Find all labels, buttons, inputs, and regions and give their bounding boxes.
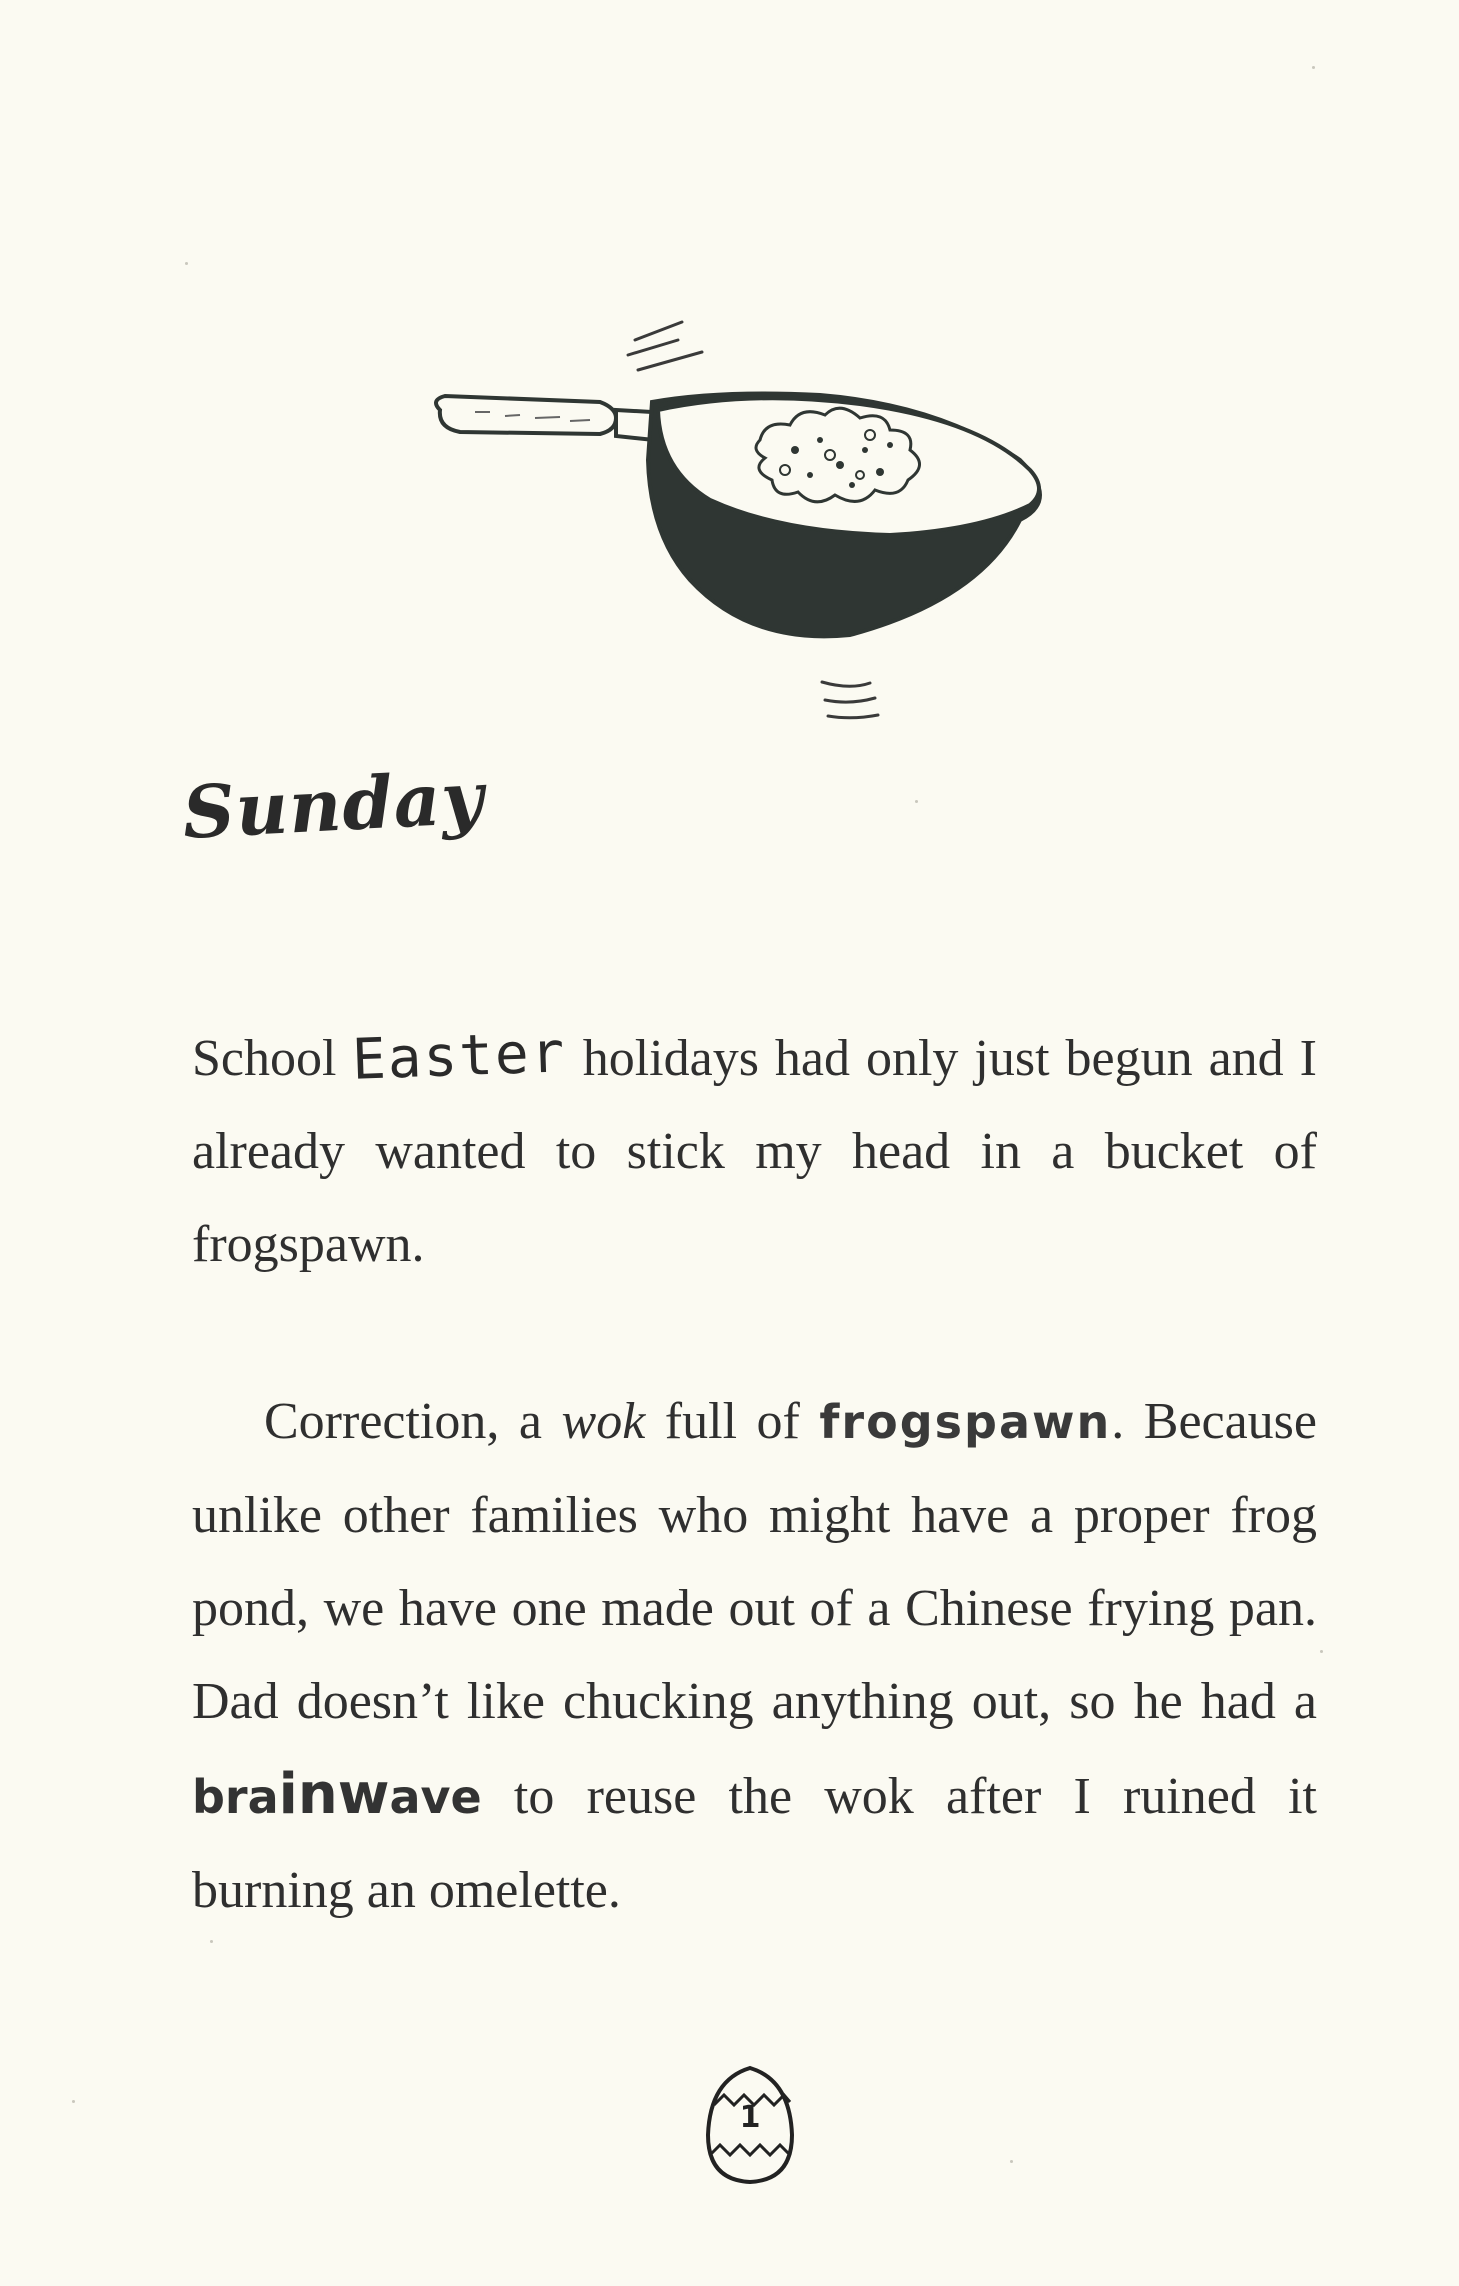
paper-speck: [1312, 66, 1315, 69]
brainwave-part-3: ave: [389, 1770, 482, 1824]
motion-lines-top-icon: [628, 322, 702, 370]
motion-lines-bottom-icon: [822, 682, 878, 718]
wok-word: wok: [561, 1393, 646, 1450]
paragraph-2: [192, 1375, 1317, 1937]
paragraph-1-text-end: holidays had only just begun and I already wanted to stick my head in a bucket of frogspawn.: [192, 1030, 1317, 1273]
wok-handle-icon: [436, 396, 654, 440]
paper-speck: [185, 262, 188, 265]
paper-speck: [72, 2100, 75, 2103]
page-number: 1: [739, 2100, 761, 2135]
brainwave-word: [192, 1762, 482, 1827]
paper-speck: [915, 800, 918, 803]
paper-speck: [1320, 1650, 1323, 1653]
wok-illustration: [420, 300, 1080, 740]
paragraph-1-text-start: School: [192, 1030, 353, 1087]
brainwave-part-2: inw: [278, 1762, 390, 1827]
paper-speck: [210, 1940, 213, 1943]
page-number-badge: [700, 2060, 800, 2190]
frogspawn-word: frogspawn: [819, 1395, 1112, 1449]
paragraph-2-text-3: . Because unlike other families who might have a proper frog pond, we have one made out of a Chinese frying pan. Dad doesn’t like chucking anything out, so he had a: [192, 1393, 1318, 1730]
easter-word: Easter: [351, 1020, 568, 1093]
paper-speck: [1010, 2160, 1013, 2163]
paragraph-2-text-1: Correction, a: [264, 1393, 562, 1450]
paragraph-2-text-2: full of: [645, 1393, 820, 1450]
paragraph-2-text-4: to reuse the wok after I ruined it burning an omelette.: [192, 1768, 1317, 1919]
brainwave-part-1: bra: [192, 1770, 279, 1824]
chapter-heading: Sunday: [180, 754, 487, 855]
paragraph-1: [192, 1010, 1317, 1291]
